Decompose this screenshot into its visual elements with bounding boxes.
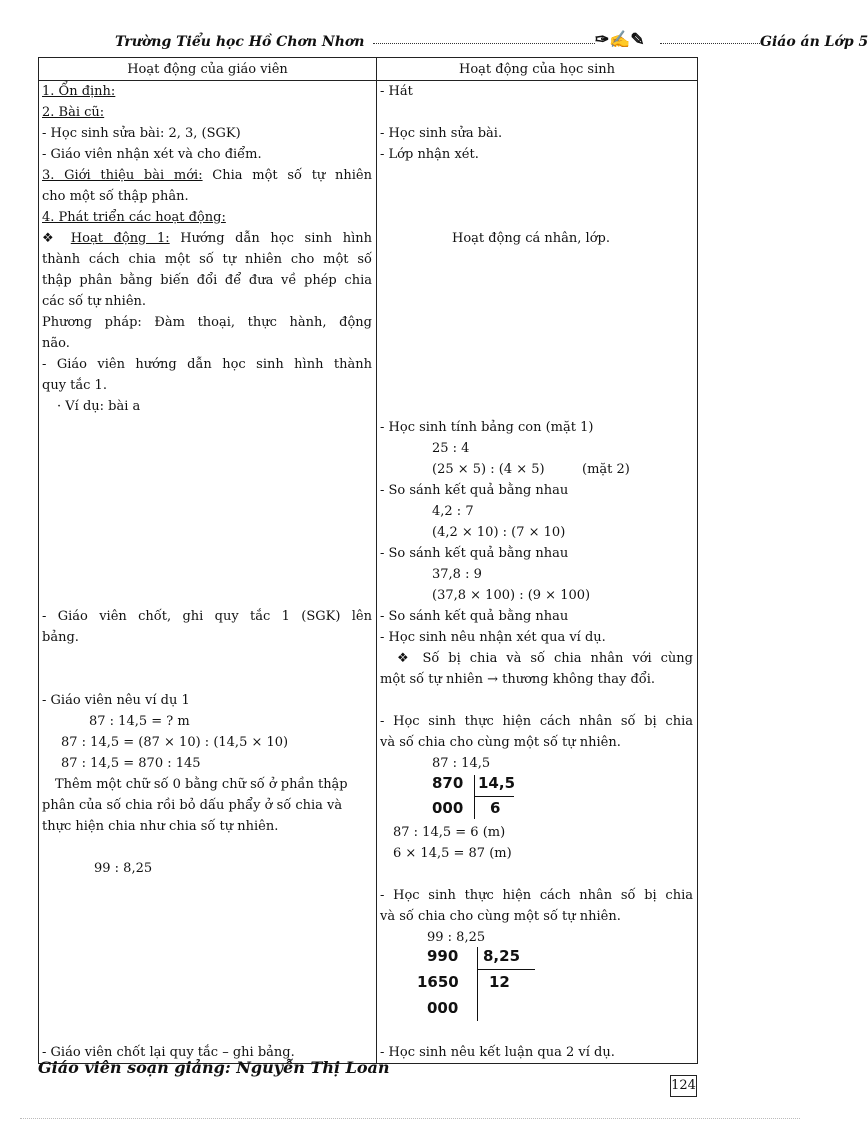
text-line: phân của số chia rồi bỏ dấu phẩy ở số chia và <box>42 798 343 813</box>
text-line: - Học sinh sửa bài: 2, 3, (SGK) <box>42 126 241 141</box>
partial-step: 1650 <box>417 973 459 991</box>
text-line: một số tự nhiên → thương không thay đổi. <box>380 672 656 687</box>
text-line: - Giáo viên hướng dẫn học sinh hình thành <box>42 357 372 372</box>
equation: 4,2 : 7 <box>432 504 474 519</box>
divisor: 8,25 <box>483 947 521 965</box>
step-heading: 1. Ổn định: <box>42 84 116 99</box>
diamond-bullet-icon: ❖ Số bị chia và số chia nhân với cùng <box>397 651 693 666</box>
lesson-table <box>38 57 698 1064</box>
dividend: 990 <box>427 947 459 965</box>
equation: 25 : 4 <box>432 441 470 456</box>
page-header <box>115 30 868 54</box>
equation: 99 : 8,25 <box>94 861 153 876</box>
divisor: 14,5 <box>478 774 516 792</box>
text-line: - So sánh kết quả bằng nhau <box>380 483 569 498</box>
equation: 99 : 8,25 <box>427 930 486 945</box>
step-heading: 2. Bài cũ: <box>42 105 105 120</box>
text-line: · Ví dụ: bài a <box>57 399 141 414</box>
quotient: 6 <box>490 799 501 817</box>
dividend: 870 <box>432 774 464 792</box>
text-line: - Giáo viên nêu ví dụ 1 <box>42 693 190 708</box>
conclusion-line <box>397 649 693 669</box>
text-line: Phương pháp: Đàm thoại, thực hành, động <box>42 315 372 330</box>
text-line: - Học sinh nêu nhận xét qua ví dụ. <box>380 630 606 645</box>
text-line: Thêm một chữ số 0 bằng chữ số ở phần thập <box>55 777 348 792</box>
subject-label: Giáo án Lớp 5 <box>760 34 868 50</box>
text-line: - Hát <box>380 84 413 99</box>
text-line: - So sánh kết quả bằng nhau <box>380 546 569 561</box>
quotient: 12 <box>489 973 510 991</box>
remainder: 000 <box>427 999 459 1017</box>
bottom-divider <box>20 1118 800 1119</box>
text-line: - Học sinh nêu kết luận qua 2 ví dụ. <box>380 1045 615 1060</box>
equation: (37,8 × 100) : (9 × 100) <box>432 588 591 603</box>
text-line: - Học sinh thực hiện cách nhân số bị chia <box>380 714 693 729</box>
equation: 6 × 14,5 = 87 (m) <box>393 846 512 861</box>
text-line: thập phân bằng biến đổi để đưa về phép chia <box>42 273 372 288</box>
text-line: - Học sinh tính bảng con (mặt 1) <box>380 420 594 435</box>
text-line: - Giáo viên chốt, ghi quy tắc 1 (SGK) lên <box>42 609 372 624</box>
text-line: - Giáo viên nhận xét và cho điểm. <box>42 147 262 162</box>
text-line: bảng. <box>42 630 79 645</box>
equation: 87 : 14,5 <box>432 756 491 771</box>
text-line: - So sánh kết quả bằng nhau <box>380 609 569 624</box>
student-column-header: Hoạt động của học sinh <box>377 58 698 81</box>
student-column <box>377 81 698 1064</box>
text-line: và số chia cho cùng một số tự nhiên. <box>380 909 621 924</box>
text-line: và số chia cho cùng một số tự nhiên. <box>380 735 621 750</box>
text-line: - Học sinh sửa bài. <box>380 126 503 141</box>
equation: 87 : 14,5 = 870 : 145 <box>61 756 201 771</box>
text-line: - Lớp nhận xét. <box>380 147 479 162</box>
step-heading: 4. Phát triển các hoạt động: <box>42 210 226 225</box>
equation: 37,8 : 9 <box>432 567 482 582</box>
header-divider <box>660 43 760 44</box>
text-line: não. <box>42 336 70 351</box>
long-division-2 <box>417 947 557 1021</box>
equation: 87 : 14,5 = ? m <box>89 714 190 729</box>
text-line: - Giáo viên chốt lại quy tắc – ghi bảng. <box>42 1045 295 1060</box>
teacher-column-header: Hoạt động của giáo viên <box>39 58 377 81</box>
diamond-bullet-icon: ❖ <box>42 231 71 246</box>
page-number: 124 <box>670 1075 697 1097</box>
activity-label: Hoạt động cá nhân, lớp. <box>452 231 610 246</box>
school-name: Trường Tiểu học Hồ Chơn Nhơn <box>115 34 365 50</box>
text-line: - Học sinh thực hiện cách nhân số bị chia <box>380 888 693 903</box>
text-line: cho một số thập phân. <box>42 189 189 204</box>
long-division-1 <box>432 774 542 820</box>
remainder: 000 <box>432 799 464 817</box>
text-line: các số tự nhiên. <box>42 294 147 309</box>
equation: (25 × 5) : (4 × 5) (mặt 2) <box>432 462 630 477</box>
text-line: thành cách chia một số tự nhiên cho một số <box>42 252 372 267</box>
text-line: quy tắc 1. <box>42 378 107 393</box>
author-signature: Giáo viên soạn giảng: Nguyễn Thị Loan <box>38 1058 390 1077</box>
equation: (4,2 × 10) : (7 × 10) <box>432 525 566 540</box>
activity-heading: ❖ Hoạt động 1: Hướng dẫn học sinh hình <box>42 231 373 246</box>
text-line: thực hiện chia như chia số tự nhiên. <box>42 819 279 834</box>
equation: 87 : 14,5 = 6 (m) <box>393 825 506 840</box>
step-heading: 3. Giới thiệu bài mới: Chia một số tự nhiên <box>42 168 372 183</box>
teacher-column <box>39 81 377 1064</box>
header-divider <box>373 43 595 44</box>
pen-ornament-icon: ✑✍✎ <box>595 30 645 50</box>
equation: 87 : 14,5 = (87 × 10) : (14,5 × 10) <box>61 735 289 750</box>
